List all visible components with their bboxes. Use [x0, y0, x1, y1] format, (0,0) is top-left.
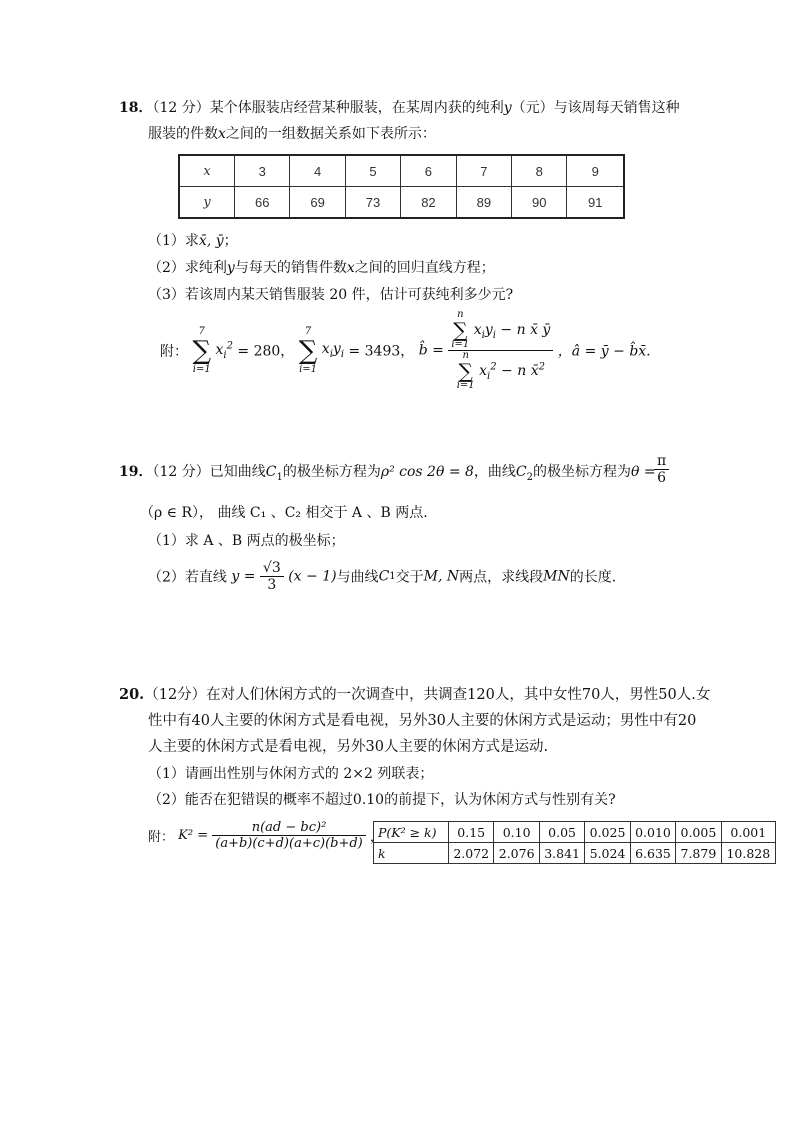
k2-fraction: $\frac{\text{n(ad − bc)²}}{(a+b)(c+d)(a+c)(b+d)}$ — [212, 820, 366, 851]
q20-part1: （1）请画出性别与休闲方式的 2×2 列联表； — [148, 766, 434, 782]
y-header: y — [179, 187, 235, 219]
q18-appendix-formula: 附： 7 ∑ i=1 $x_i^2 = 280$， 7 ∑ i=1 $x_iy_i = 3493$， b̂ = n ∑ i=1 $x_iy_i - n$ x̄ ȳ n ∑ i=1 $x_i^2 - n$ x̄$^2$ ，â = ȳ − b̂x̄. — [160, 309, 651, 391]
table-row-x: x 3 4 5 6 7 8 9 — [179, 155, 624, 187]
q19-line1: 19．（12 分）已知曲线$C_1$的极坐标方程为ρ² cos 2θ = 8，曲线$C_2$的极坐标方程为θ = — [119, 464, 656, 483]
q20-line3: 人主要的休闲方式是看电视，另外30人主要的休闲方式是运动. — [148, 739, 549, 755]
x-header: x — [179, 155, 235, 187]
q19-part2: （2）若直线 y = $\frac{√3}{3}$ (x − 1)与曲线C1交于M, N两点，求线段MN的长度. — [148, 560, 617, 593]
q20-appendix-formula: 附： K² = $\frac{\text{n(ad − bc)²}}{(a+b)(c+d)(a+c)(b+d)}$ ， — [148, 820, 383, 851]
q18-number: 18． — [119, 100, 153, 116]
q18-part3: （3）若该周内某天销售服装 20 件，估计可获纯利多少元? — [148, 287, 514, 303]
sqrt3-over-3: $\frac{√3}{3}$ — [260, 560, 284, 593]
q20-part2: （2）能否在犯错误的概率不超过0.10的前提下，认为休闲方式与性别有关? — [148, 792, 616, 808]
q18-part1: （1）求x̄, ȳ； — [148, 233, 238, 249]
q20-line2: 性中有40人主要的休闲方式是看电视，另外30人主要的休闲方式是运动；男性中有20 — [148, 713, 697, 729]
table-row-y: y 66 69 73 82 89 90 91 — [179, 187, 624, 219]
k2-critical-value-table — [373, 821, 776, 864]
table-row-k: k 2.072 2.076 3.841 5.024 6.635 7.879 10.828 — [374, 843, 776, 864]
q18-line1: 18．（12 分）某个体服装店经营某种服装，在某周内获的纯利y（元）与该周每天销售这种 — [119, 100, 680, 116]
q19-part1: （1）求 A 、B 两点的极坐标； — [148, 533, 345, 549]
b-hat-fraction: n ∑ i=1 $x_iy_i - n$ x̄ ȳ n ∑ i=1 $x_i^2 - n$ x̄$^2$ — [448, 310, 553, 391]
pi-over-six: $\frac{\pi}{6}$ — [654, 453, 669, 486]
q20-number: 20. — [119, 686, 145, 703]
q18-data-table — [178, 154, 625, 219]
table-row-p: P(K² ≥ k) 0.15 0.10 0.05 0.025 0.010 0.005 0.001 — [374, 822, 776, 843]
sum-symbol: 7 ∑ i=1 — [192, 325, 212, 375]
q18-part2: （2）求纯利y与每天的销售件数x之间的回归直线方程； — [148, 260, 495, 276]
q18-line2: 服装的件数x之间的一组数据关系如下表所示： — [148, 126, 436, 142]
q19-line2: （ρ ∈ R）， 曲线 C₁ 、C₂ 相交于 A 、B 两点. — [140, 505, 428, 521]
q20-line1: 20.（12分）在对人们休闲方式的一次调查中，共调查120人，其中女性70人，男性50人.女 — [119, 686, 711, 703]
q19-number: 19． — [119, 464, 153, 480]
sum-symbol: 7 ∑ i=1 — [298, 325, 318, 375]
